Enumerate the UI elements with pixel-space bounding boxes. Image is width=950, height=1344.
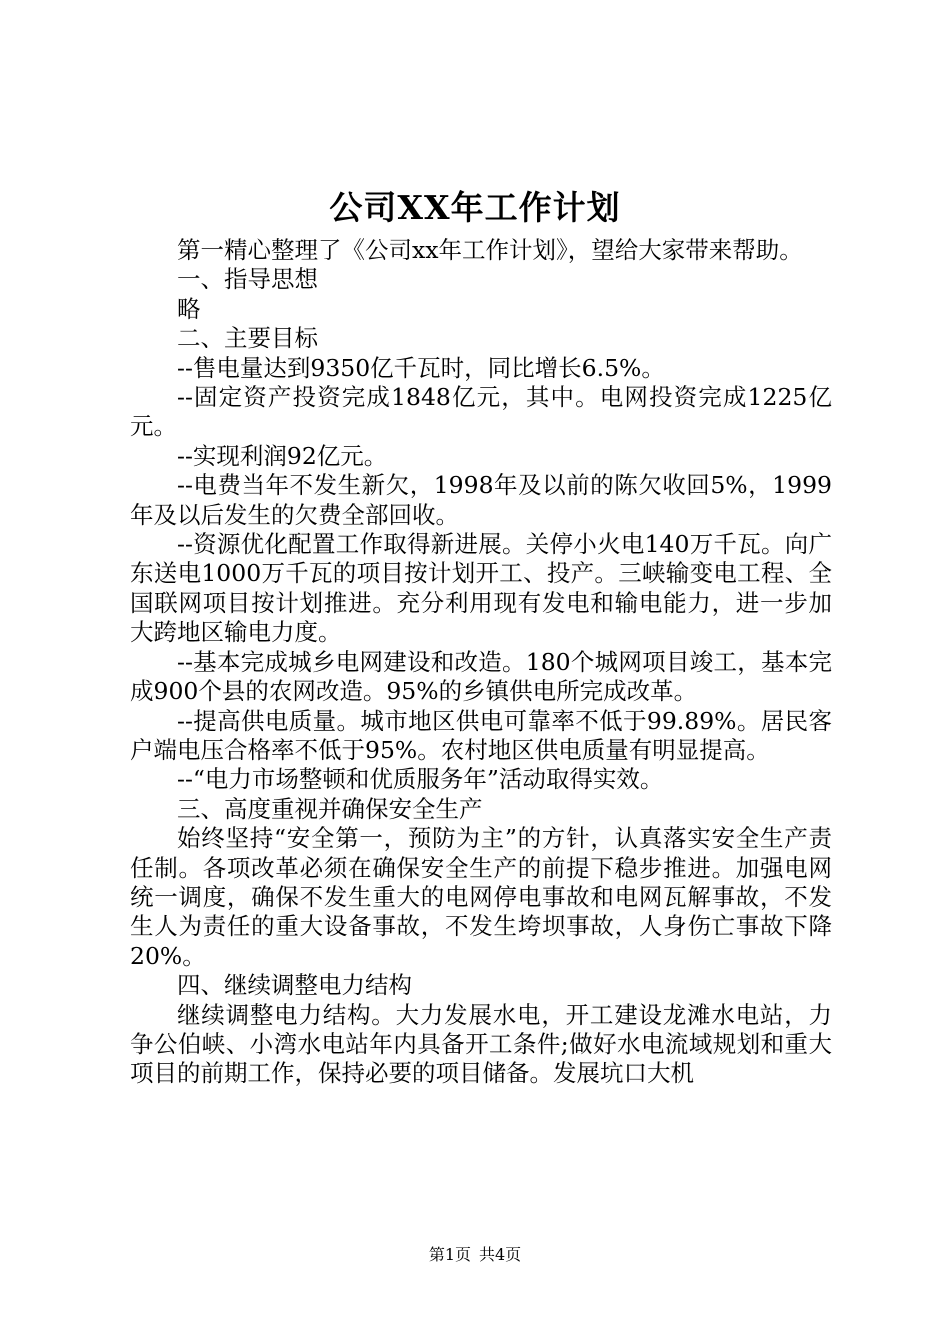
page-footer: [0, 1244, 950, 1266]
page-total: 共4页: [479, 1245, 522, 1264]
heading-guiding-thought: 一、指导思想: [177, 265, 318, 294]
goal-grid-construction: --基本完成城乡电网建设和改造。180个城网项目竣工，基本完成900个县的农网改造。95%的乡镇供电所完成改革。: [130, 647, 832, 706]
goal-service-year: --“电力市场整顿和优质服务年”活动取得实效。: [177, 765, 664, 794]
paragraph-omitted: 略: [177, 294, 201, 323]
page-title: 公司XX年工作计划: [329, 188, 621, 227]
goal-fixed-investment: --固定资产投资完成1848亿元，其中。电网投资完成1225亿元。: [130, 383, 832, 441]
document-body: [130, 236, 832, 1089]
goal-supply-quality: --提高供电质量。城市地区供电可靠率不低于99.89%。居民客户端电压合格率不低于95%。农村地区供电质量有明显提高。: [130, 706, 832, 764]
page-number: 第1页: [428, 1245, 471, 1264]
goal-arrears: --电费当年不发生新欠，1998年及以前的陈欠收回5%，1999年及以后发生的欠费全部回收。: [130, 471, 832, 529]
paragraph-intro: 第一精心整理了《公司xx年工作计划》，望给大家带来帮助。: [177, 236, 803, 264]
goal-sales-volume: --售电量达到9350亿千瓦时，同比增长6.5%。: [177, 353, 665, 382]
goal-profit: --实现利润92亿元。: [177, 441, 388, 470]
goal-resource-allocation: --资源优化配置工作取得新进展。关停小火电140万千瓦。向广东送电1000万千瓦的项目按计划开工、投产。三峡输变电工程、全国联网项目按计划推进。充分利用现有发电和输电能力，进一步加大跨地区输电力度。: [130, 530, 832, 647]
heading-power-structure: 四、继续调整电力结构: [177, 971, 412, 1000]
paragraph-power-structure: 继续调整电力结构。大力发展水电，开工建设龙滩水电站，力争公伯峡、小湾水电站年内具备开工条件;做好水电流域规划和重大项目的前期工作，保持必要的项目储备。发展坑口大机: [130, 1000, 832, 1088]
heading-safety: 三、高度重视并确保安全生产: [177, 794, 483, 823]
heading-main-goals: 二、主要目标: [177, 324, 318, 353]
paragraph-safety: 始终坚持“安全第一，预防为主”的方针，认真落实安全生产责任制。各项改革必须在确保安全生产的前提下稳步推进。加强电网统一调度，确保不发生重大的电网停电事故和电网瓦解事故，不发生人为责任的重大设备事故，不发生垮坝事故，人身伤亡事故下降20%。: [130, 824, 832, 970]
